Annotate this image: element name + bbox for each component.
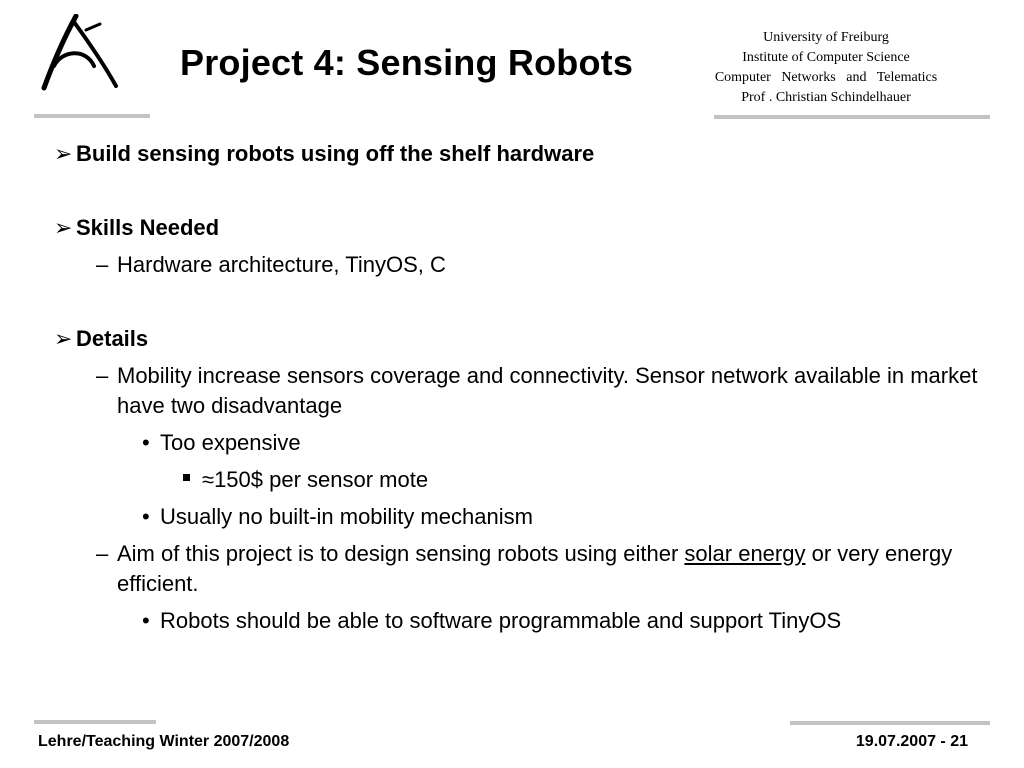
bullet-details [54,324,984,354]
institute-university: University of Freiburg [763,30,889,45]
solar-energy-link[interactable]: solar energy [684,541,806,566]
bullet-text: Skills Needed [76,215,220,240]
bullet-text: ≈150$ per sensor mote [202,467,429,492]
square-bullet-icon [183,474,190,481]
bullet-build-robots [54,139,984,169]
bullet-text: Too expensive [160,430,301,455]
footer-date-page: 19.07.2007 - 21 [855,733,968,750]
institute-group: Computer Networks and Telematics [714,70,938,85]
sub-bullet-hardware [54,250,984,280]
header-rule-left [34,114,150,118]
institute-department: Institute of Computer Science [742,50,910,65]
bullet-text: Build sensing robots using off the shelf hardware [76,141,595,166]
header-rule-right [714,115,990,119]
bullet-text [117,541,952,596]
dot-bullet: • [142,608,150,633]
sub-sub-bullet-no-mobility [54,502,984,532]
slide-content [54,139,984,636]
arrow-bullet-icon: ➢ [54,215,73,240]
institute-header [676,28,976,108]
sub-sub-bullet-expensive [54,428,984,458]
bullet-text: Details [76,326,149,351]
slide-title: Project 4: Sensing Robots [180,42,634,83]
footer-rule-right [790,721,990,725]
bullet-text: Mobility increase sensors coverage and connectivity. Sensor network available in market have two disadvantage [117,363,978,418]
dot-bullet: • [142,430,150,455]
arrow-bullet-icon: ➢ [54,141,73,166]
sub-bullet-mobility [54,361,984,421]
footer-rule-left [34,720,156,724]
dash-bullet: – [96,541,109,566]
dash-bullet: – [96,252,109,277]
sub-sub-bullet-programmable [54,606,984,636]
dash-bullet: – [96,363,109,388]
dot-bullet: • [142,504,150,529]
bullet-text: Hardware architecture, TinyOS, C [117,252,446,277]
bullet-text: Robots should be able to software programmable and support TinyOS [160,608,842,633]
sub-bullet-aim [54,539,984,599]
bullet-skills-needed [54,213,984,243]
aim-text-pre: Aim of this project is to design sensing robots using either [117,541,685,566]
sub-sub-sub-bullet-price [54,465,984,495]
institute-professor: Prof . Christian Schindelhauer [741,90,911,105]
arrow-bullet-icon: ➢ [54,326,73,351]
aim-text-post: or very energy efficient. [117,541,953,596]
university-logo-icon [40,14,122,94]
footer-course: Lehre/Teaching Winter 2007/2008 [38,733,290,750]
bullet-text: Usually no built-in mobility mechanism [160,504,533,529]
